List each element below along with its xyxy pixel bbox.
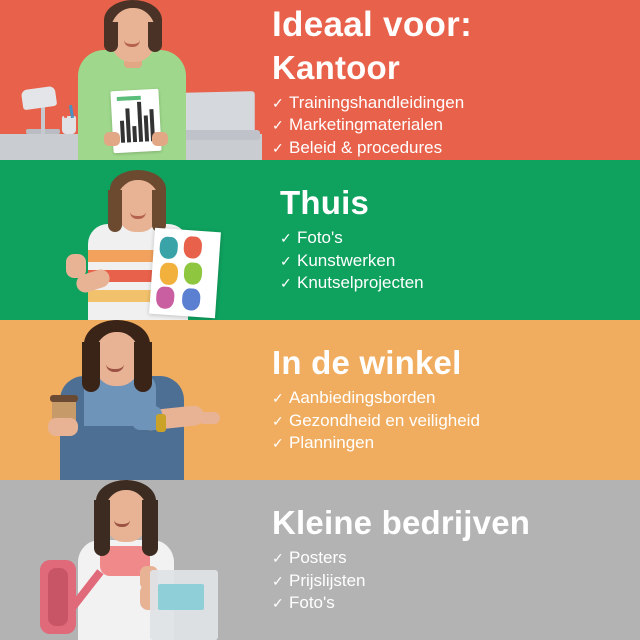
bag-label [158,584,204,610]
band-office-list [272,92,626,159]
list-item-label: Foto's [289,593,335,613]
list-item-label: Foto's [297,228,343,248]
pen-cup-icon [62,116,76,134]
handprint-artwork [149,228,221,318]
list-item-label: Gezondheid en veiligheid [289,410,480,430]
list-item-label: Beleid & procedures [289,137,443,157]
list-item [272,92,626,114]
list-item [272,387,626,409]
band-office-title: Kantoor [272,48,400,86]
desk-lamp-icon [21,86,57,111]
person-hair-side [82,342,100,392]
list-item-label: Aanbiedingsborden [289,388,436,408]
band-business-content [262,505,640,615]
list-item-label: Marketingmaterialen [289,115,444,135]
person-hair-side [134,342,152,392]
list-item [280,250,626,272]
coffee-cup-lid [50,395,78,402]
person-hair-side [94,500,110,556]
band-small-business [0,480,640,640]
check-icon: ✓ [272,412,284,429]
check-icon: ✓ [272,595,284,612]
person-hair-side [152,190,166,232]
photo-store-woman [0,320,262,480]
check-icon: ✓ [272,94,284,111]
wristwatch-icon [156,414,166,432]
photo-business-woman [0,480,262,640]
photo-office-woman [0,0,262,160]
check-icon: ✓ [280,275,292,292]
laptop-icon [178,91,254,135]
check-icon: ✓ [272,550,284,567]
person-hand-holding-cup [48,418,78,436]
band-home [0,160,640,320]
list-item [272,592,626,614]
list-item-label: Planningen [289,433,375,453]
desk-lamp-stem [41,104,45,134]
band-store-title: In de winkel [272,344,462,382]
band-business-title: Kleine bedrijven [272,504,531,542]
list-item-label: Prijslijsten [289,570,366,590]
band-office [0,0,640,160]
list-item [272,432,626,454]
band-home-list [280,227,626,294]
list-item [272,137,626,159]
list-item [272,114,626,136]
list-item [272,570,626,592]
person-hair-side [104,22,118,52]
check-icon: ✓ [280,252,292,269]
list-item-label: Kunstwerken [297,250,396,270]
person-hand-left [104,132,120,146]
band-home-title: Thuis [280,184,369,222]
list-item-label: Knutselprojecten [297,273,424,293]
yoga-mat-inner [48,568,68,626]
check-icon: ✓ [272,435,284,452]
check-icon: ✓ [272,117,284,134]
check-icon: ✓ [272,139,284,156]
person-hand-right [152,132,168,146]
band-home-content [262,185,640,295]
pointing-hand-icon [198,412,220,424]
list-item [272,547,626,569]
pen-icon [69,105,74,118]
page-title: Ideaal voor: [272,4,473,44]
check-icon: ✓ [280,230,292,247]
band-business-list [272,547,626,614]
list-item-label: Trainingshandleidingen [289,92,465,112]
band-office-content [262,1,640,159]
band-store-content [262,345,640,455]
band-store-list [272,387,626,454]
person-hair-side [108,190,122,232]
list-item-label: Posters [289,548,347,568]
list-item [272,410,626,432]
thumbs-up-icon [66,254,86,278]
check-icon: ✓ [272,390,284,407]
list-item [280,227,626,249]
person-hair-side [148,22,162,52]
check-icon: ✓ [272,572,284,589]
person-hair-side [142,500,158,556]
band-store [0,320,640,480]
list-item [280,272,626,294]
photo-home-girl [0,160,262,320]
